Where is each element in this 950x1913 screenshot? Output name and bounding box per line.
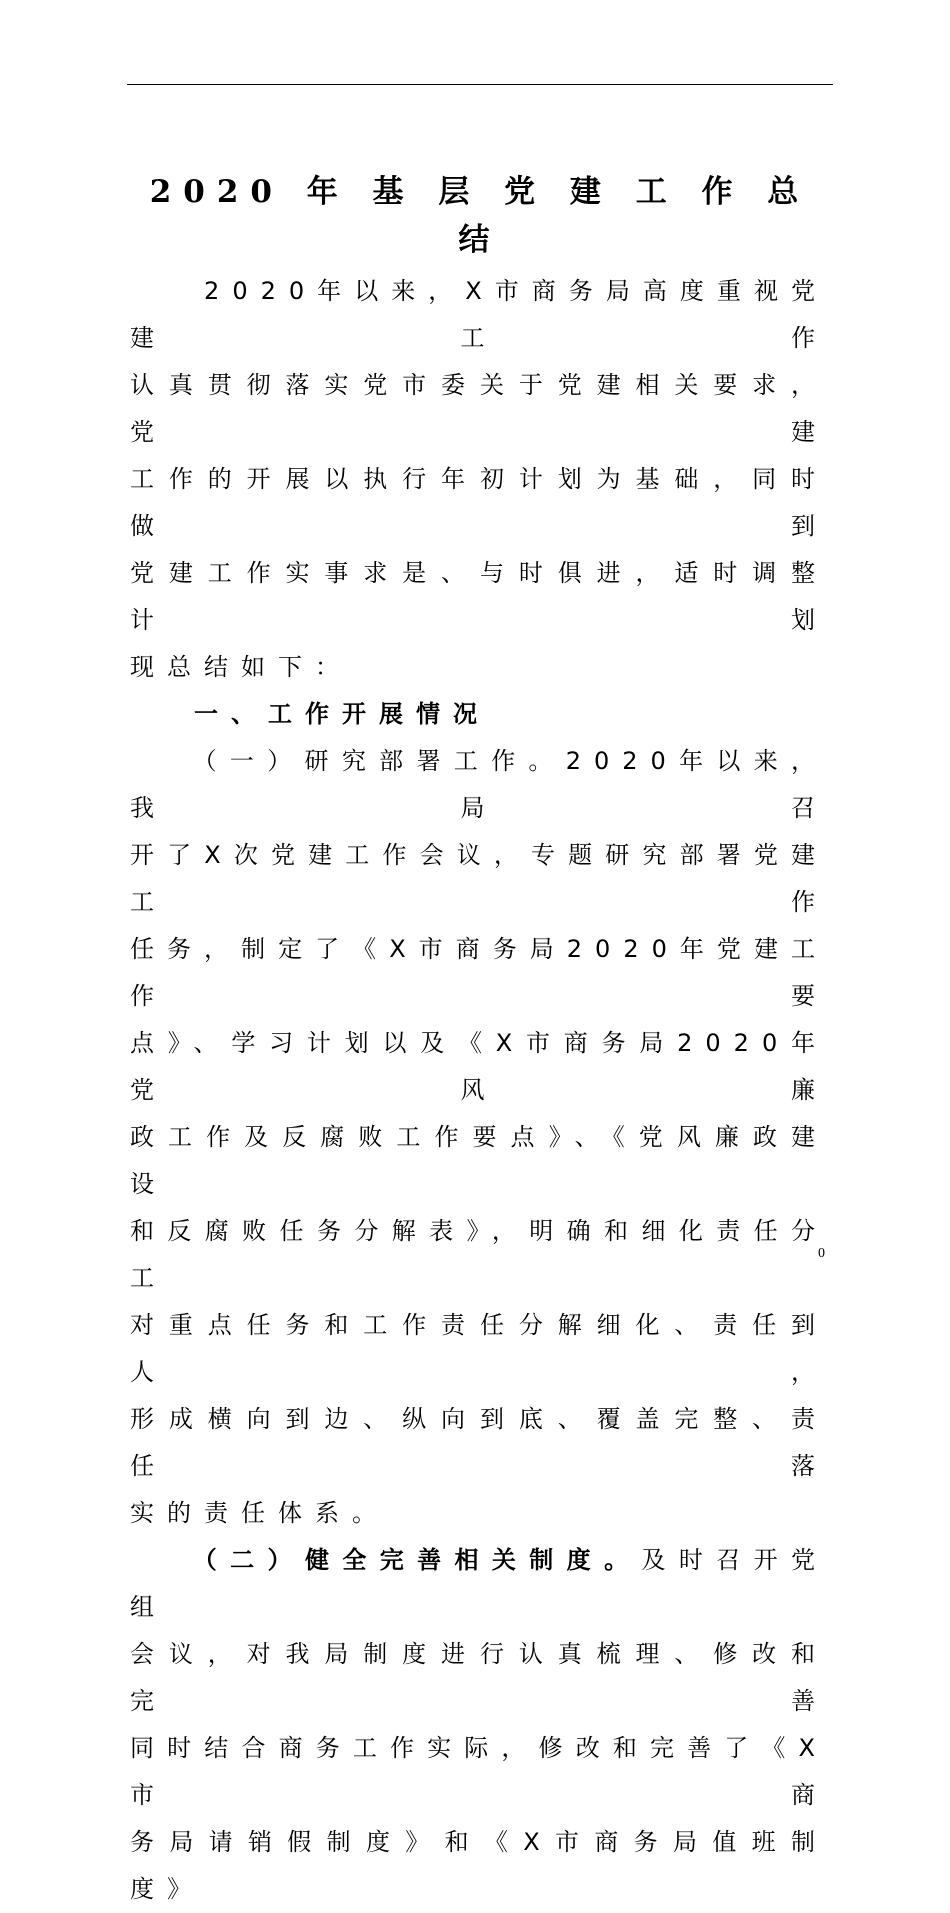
section-2-first-line-rest: 及时召开党组 [130,1546,829,1621]
section-2-title: 健全完善相关制度。 [304,1546,642,1574]
intro-line-3: 工作的开展以执行年初计划为基础，同时做到 [130,465,828,540]
section-1-label: （一） [130,747,305,775]
section-2-label: （二） [130,1546,305,1574]
section-1-line-6: 和反腐败任务分解表》，明确和细化责任分工 [130,1217,828,1292]
header-rule [127,84,833,85]
page-number: 0 [818,1246,825,1261]
section-1-line-2: 开了X次党建工作会议，专题研究部署党建工作 [130,841,828,916]
section-1-line-4: 点》、学习计划以及《X市商务局2020年党风廉 [130,1029,828,1104]
intro-line-2: 认真贯彻落实党市委关于党建相关要求，党建 [130,371,828,446]
section-1-first-line [130,738,828,832]
section-1-line-5: 政工作及反腐败工作要点》、《党风廉政建设 [130,1123,828,1198]
document-body [130,268,828,1913]
section-heading-1: 一、工作开展情况 [194,700,490,728]
section-2-first-line [130,1537,828,1631]
section-1-line-7: 对重点任务和工作责任分解细化、责任到人， [130,1311,828,1386]
section-1-line-9: 实的责任体系。 [130,1499,389,1527]
section-2-line-2: 会议，对我局制度进行认真梳理、修改和完善 [130,1640,828,1715]
document-title: 2020 年 基 层 党 建 工 作 总 结 [149,174,811,258]
section-1-first-line-rest: 2020年以来，我局召 [130,747,829,822]
intro-line-1: 2020年以来，X市商务局高度重视党建工作 [130,277,828,352]
intro-line-4: 党建工作实事求是、与时俱进，适时调整计划 [130,559,828,634]
section-1-title: 研究部署工作。 [304,747,566,775]
section-2-line-3: 同时结合商务工作实际，修改和完善了《X市商 [130,1734,828,1809]
section-1-line-3: 任务，制定了《X市商务局2020年党建工作要 [130,935,828,1010]
intro-line-5: 现总结如下： [130,653,352,681]
section-1-line-8: 形成横向到边、纵向到底、覆盖完整、责任落 [130,1405,828,1480]
section-2-line-4: 务局请销假制度》和《X市商务局值班制度》 [130,1828,828,1903]
